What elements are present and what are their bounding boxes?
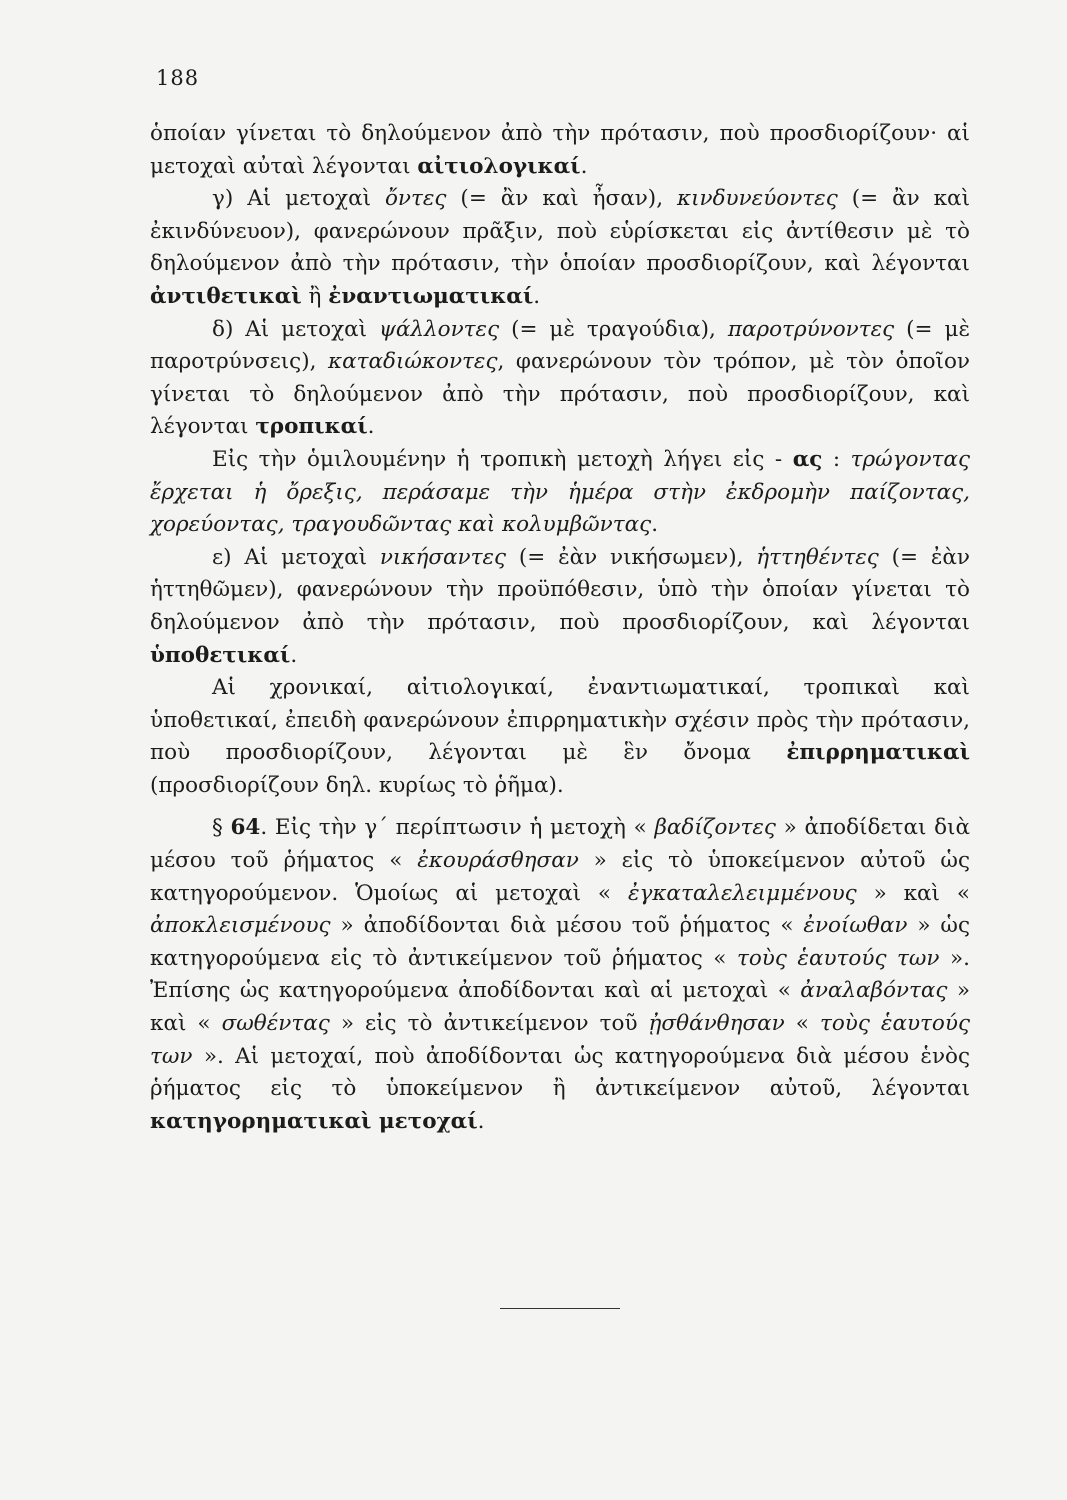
italic-example: σωθέντας — [221, 1011, 330, 1037]
text-run: , φανερώνουν τὸν τρόπον, μὲ τὸν ὁποῖον γίνεται τὸ δηλούμενον ἀπὸ τὴν πρότασιν, ποὺ προσδιορίζουν, καὶ λέγονται — [150, 349, 970, 440]
text-run: ε) Αἱ μετοχαὶ — [212, 544, 380, 570]
italic-example: τρώγοντας ἔρχεται ἡ ὄρεξις, περάσαμε τὴν ἡμέρα στὴν ἐκδρομὴν παίζοντας, χορεύοντας, τραγουδῶντας καὶ κολυμβῶντας — [150, 446, 970, 538]
text-run: « — [784, 1011, 820, 1037]
paragraph — [150, 183, 970, 313]
text-run: » ἀποδίδονται διὰ μέσου τοῦ ῥήματος « — [330, 913, 804, 939]
text-run: » καὶ « — [150, 978, 971, 1037]
bold-term: ἐναντιωματικαί — [328, 283, 534, 309]
bold-term: ἐπιρρηματικαὶ — [786, 740, 970, 766]
italic-example: ἐγκαταλελειμμένους — [627, 880, 857, 906]
text-run: Αἱ χρονικαί, αἰτιολογικαί, ἐναντιωματικαί, τροπικαὶ καὶ ὑποθετικαί, ἐπειδὴ φανερώνουν ἐπιρρηματικὴν σχέσιν πρὸς τὴν πρότασιν, ποὺ προσδιορίζουν, λέγονται μὲ ἓν ὄνομα — [150, 675, 970, 766]
text-run: (= ἂν καὶ ἐκινδύνευον), φανερώνουν πρᾶξιν, ποὺ εὑρίσκεται εἰς ἀντίθεσιν μὲ τὸ δηλούμενον ἀπὸ τὴν πρότασιν, τὴν ὁποίαν προσδιορίζουν, καὶ λέγονται — [150, 186, 970, 277]
text-run: ». Αἱ μετοχαί, ποὺ ἀποδίδονται ὡς κατηγορούμενα διὰ μέσου ἑνὸς ῥήματος εἰς τὸ ὑποκείμενον ἢ ἀντικείμενον αὐτοῦ, λέγονται — [150, 1043, 970, 1102]
page-number: 188 — [156, 66, 200, 90]
italic-example: ἐκουράσθησαν — [417, 848, 579, 874]
bold-term: ὑποθετικαί — [150, 642, 291, 668]
text-run: » εἰς τὸ ἀντικείμενον τοῦ — [329, 1011, 649, 1037]
text-run: (= μὲ παροτρύνσεις), — [150, 316, 970, 375]
italic-example: τοὺς ἑαυτούς των — [150, 1011, 970, 1069]
text-run: δ) Αἱ μετοχαὶ — [212, 316, 380, 342]
bold-term: τροπικαί — [255, 414, 368, 440]
italic-example: ἡττηθέντες — [756, 544, 879, 570]
text-run: » εἰς τὸ ὑποκείμενον αὐτοῦ ὡς κατηγορούμενον. Ὁμοίως αἱ μετοχαὶ « — [150, 848, 970, 906]
italic-example: ἐνοίωθαν — [803, 913, 908, 939]
text-run: (= μὲ τραγούδια), — [499, 316, 728, 342]
text-run: (προσδιορίζουν δηλ. κυρίως τὸ ῥῆμα). — [150, 772, 564, 798]
footnote-divider — [500, 1308, 620, 1309]
text-run: . — [651, 512, 659, 538]
italic-example: ἀποκλεισμένους — [150, 913, 331, 939]
body-text — [150, 118, 970, 1138]
bold-term: κατηγορηματικαὶ μετοχαί — [150, 1108, 478, 1134]
text-run: » ἀποδίδεται διὰ μέσου τοῦ ῥήματος « — [150, 815, 970, 874]
italic-example: τοὺς ἑαυτούς των — [736, 945, 940, 971]
text-run: . — [533, 283, 541, 309]
italic-example: καταδιώκοντες — [327, 349, 498, 375]
paragraph — [150, 542, 970, 672]
text-run: ὁποίαν γίνεται τὸ δηλούμενον ἀπὸ τὴν πρότασιν, ποὺ προσδιορίζουν· αἱ μετοχαὶ αὐταὶ λέγονται — [150, 121, 970, 179]
paragraph — [150, 118, 970, 183]
italic-example: ἀναλαβόντας — [800, 978, 948, 1004]
text-run: Εἰς τὴν ὁμιλουμένην ἡ τροπικὴ μετοχὴ λήγει εἰς - — [212, 446, 793, 472]
text-run: ». Ἐπίσης ὡς κατηγορούμενα ἀποδίδονται καὶ αἱ μετοχαὶ « — [150, 945, 970, 1004]
text-run: (= ἐὰν ἡττηθῶμεν), φανερώνουν τὴν προϋπόθεσιν, ὑπὸ τὴν ὁποίαν γίνεται τὸ δηλούμενον ἀπὸ τὴν πρότασιν, ποὺ προσδιορίζουν, καὶ λέγονται — [150, 544, 970, 635]
italic-example: βαδίζοντες — [654, 815, 776, 841]
paragraph — [150, 812, 970, 1138]
text-run: : — [822, 446, 851, 472]
bold-term: ας — [792, 446, 823, 472]
paragraph — [150, 672, 970, 802]
bold-term: 64 — [230, 815, 261, 841]
text-run: » καὶ « — [856, 880, 971, 906]
italic-example: ᾐσθάνθησαν — [648, 1011, 785, 1037]
italic-example: παροτρύνοντες — [727, 316, 895, 342]
text-run: (= ἂν καὶ ἦσαν), — [446, 186, 677, 212]
italic-example: νικήσαντες — [379, 544, 507, 570]
bold-term: ἀντιθετικαὶ — [150, 283, 302, 309]
text-run: γ) Αἱ μετοχαὶ — [212, 186, 385, 212]
text-run: (= ἐὰν νικήσωμεν), — [506, 544, 757, 570]
text-run: . — [477, 1108, 485, 1134]
text-run: . — [367, 414, 375, 440]
italic-example: ψάλλοντες — [379, 316, 500, 342]
italic-example: ὄντες — [384, 186, 447, 212]
text-run: . — [290, 642, 298, 668]
text-run: » ὡς κατηγορούμενα εἰς τὸ ἀντικείμενον τοῦ ῥήματος « — [150, 913, 970, 971]
text-run: . Εἰς τὴν γ΄ περίπτωσιν ἡ μετοχὴ « — [260, 815, 655, 841]
italic-example: κινδυνεύοντες — [676, 186, 838, 212]
text-run: § — [212, 815, 231, 841]
text-run: ἢ — [301, 283, 329, 309]
text-run: . — [580, 153, 588, 179]
bold-term: αἰτιολογικαί — [417, 153, 581, 179]
paragraph — [150, 314, 970, 444]
paragraph — [150, 444, 970, 542]
